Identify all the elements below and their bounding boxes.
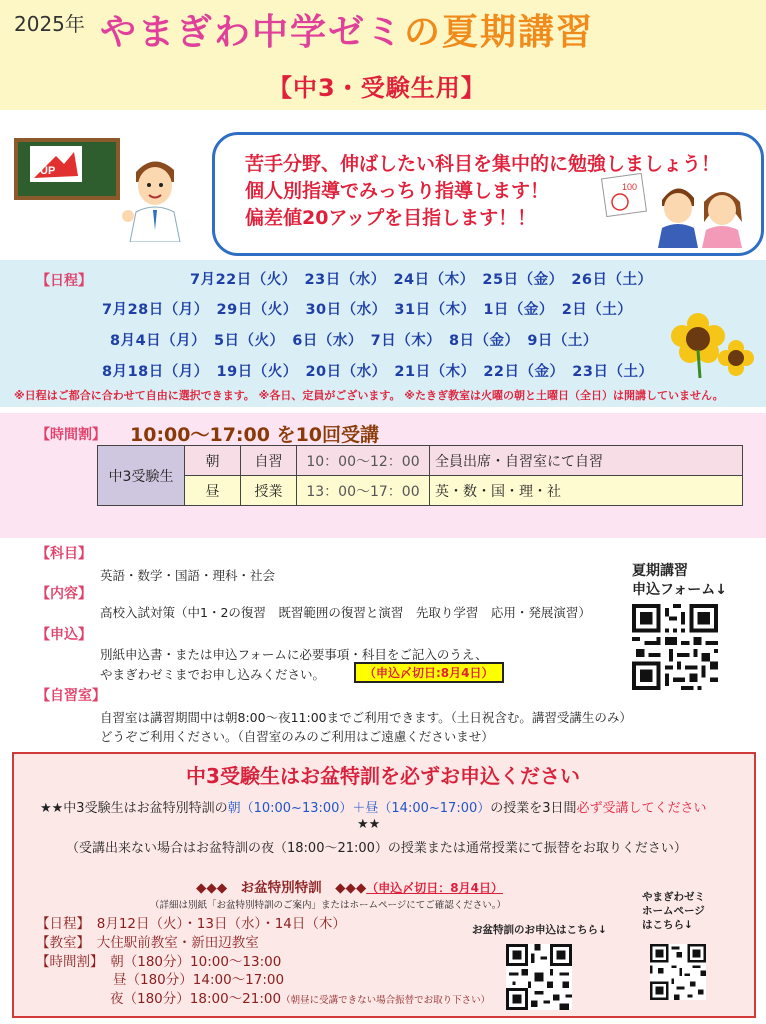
obon-room: 【教室】 大住駅前教室・新田辺教室: [36, 935, 259, 951]
subjects-label: 【科目】: [36, 546, 92, 562]
timetable-summary: 10:00～17:00 を10回受講: [130, 424, 380, 446]
obon-title: 中3受験生はお盆特訓を必ずお申込ください: [186, 764, 580, 788]
schedule-note: ※日程はご都合に合わせて自由に選択できます。 ※各日、定員がございます。 ※たきぎ教室は火曜の朝と土曜日（全日）は開講していません。: [14, 389, 724, 402]
content-text: 高校入試対策（中1・2の復習 既習範囲の復習と演習 先取り学習 応用・発展演習）: [100, 605, 591, 620]
form-qr-code[interactable]: [632, 604, 718, 690]
study-room-line-1: 自習室は講習期間中は朝8:00～夜11:00までご利用できます。（土日祝含む。講習受講生のみ）: [100, 710, 632, 725]
obon-timetable: 【時間割】 朝（180分）10:00～13:00: [36, 954, 282, 970]
sunflower-icon: [668, 306, 754, 378]
obon-schedule: 【日程】 8月12日（火）・13日（水）・14日（木）: [36, 916, 346, 932]
test-sheet-icon: [600, 172, 652, 218]
apply-line-2: やまぎわゼミまでお申し込みください。: [100, 667, 326, 682]
group-cell: 中3受験生: [98, 446, 185, 506]
schedule-row-3: 8月4日（月） 5日（火） 6日（水） 7日（木） 8日（金） 9日（土）: [110, 333, 598, 349]
schedule-row-2: 7月28日（月） 29日（火） 30日（水） 31日（木） 1日（金） 2日（土）: [102, 302, 633, 318]
apply-line-1: 別紙申込書・または申込フォームに必要事項・科目をご記入のうえ、: [100, 647, 488, 662]
obon-period-noon: 昼（180分）14:00～17:00: [113, 972, 285, 988]
obon-qr-label: お盆特訓のお申込はこちら↓: [472, 924, 607, 936]
timetable-table: [97, 445, 743, 506]
apply-deadline-badge: （申込〆切日:8月4日）: [354, 662, 504, 683]
svg-text:UP: UP: [40, 165, 56, 177]
type-cell: 授業: [241, 476, 297, 506]
obon-period-night: 夜（180分）18:00～21:00（朝昼に受講できない場合振替でお取り下さい）: [110, 991, 491, 1007]
intro-line-3: 偏差値20アップを目指します！！: [245, 207, 537, 229]
schedule-row-4: 8月18日（月） 19日（火） 20日（水） 21日（木） 22日（金） 23日（土）: [102, 364, 654, 380]
intro-line-1: 苦手分野、伸ばしたい科目を集中的に勉強しましょう！: [245, 153, 721, 175]
period-cell: 昼: [185, 476, 241, 506]
teacher-icon: [118, 150, 190, 242]
homepage-qr-code[interactable]: [650, 944, 706, 1000]
type-cell: 自習: [241, 446, 297, 476]
period-cell: 朝: [185, 446, 241, 476]
students-icon: [652, 178, 748, 248]
time-cell: 10：00～12：00: [297, 446, 430, 476]
table-row: [98, 476, 743, 506]
time-cell: 13：00～17：00: [297, 476, 430, 506]
obon-alternative: （受講出来ない場合はお盆特訓の夜（18:00～21:00）の授業または通常授業にて振替をお取りください）: [66, 841, 687, 856]
svg-text:100: 100: [622, 182, 638, 192]
study-room-line-2: どうぞご利用ください。（自習室のみのご利用はご遠慮くださいませ）: [100, 729, 494, 744]
subjects-text: 英語・数学・国語・理科・社会: [100, 568, 276, 583]
schedule-row-1: 7月22日（火） 23日（水） 24日（木） 25日（金） 26日（土）: [190, 272, 653, 288]
obon-stars: ★★: [357, 817, 381, 832]
form-qr-title: 夏期講習 申込フォーム↓: [632, 563, 728, 598]
schedule-label: 【日程】: [36, 273, 92, 289]
year-label: 2025年: [14, 12, 85, 36]
desc-cell: 英・数・国・理・社: [430, 476, 743, 506]
homepage-label: やまぎわゼミ ホームページ はこちら↓: [642, 891, 705, 931]
timetable-label: 【時間割】: [36, 427, 106, 443]
apply-label: 【申込】: [36, 627, 92, 643]
obon-qr-code[interactable]: [506, 944, 572, 1010]
up-arrow-icon: [30, 146, 82, 182]
page-subtitle: 【中3・受験生用】: [268, 74, 486, 102]
obon-requirement: ★★中3受験生はお盆特別特訓の朝（10:00~13:00）＋昼（14:00~17:00）の授業を3日間必ず受講してください: [40, 801, 707, 816]
desc-cell: 全員出席・自習室にて自習: [430, 446, 743, 476]
table-row: [98, 446, 743, 476]
content-label: 【内容】: [36, 586, 92, 602]
study-room-label: 【自習室】: [36, 688, 106, 704]
obon-heading: ◆◆◆ お盆特別特訓 ◆◆◆（申込〆切日：8月4日）: [196, 880, 503, 896]
obon-details-note: （詳細は別紙「お盆特別特訓のご案内」またはホームページにてご確認ください。）: [150, 900, 507, 911]
page-title: やまぎわ中学ゼミの夏期講習: [100, 12, 595, 53]
intro-line-2: 個人別指導でみっちり指導します！: [245, 180, 550, 202]
schedule-section: [0, 260, 766, 407]
